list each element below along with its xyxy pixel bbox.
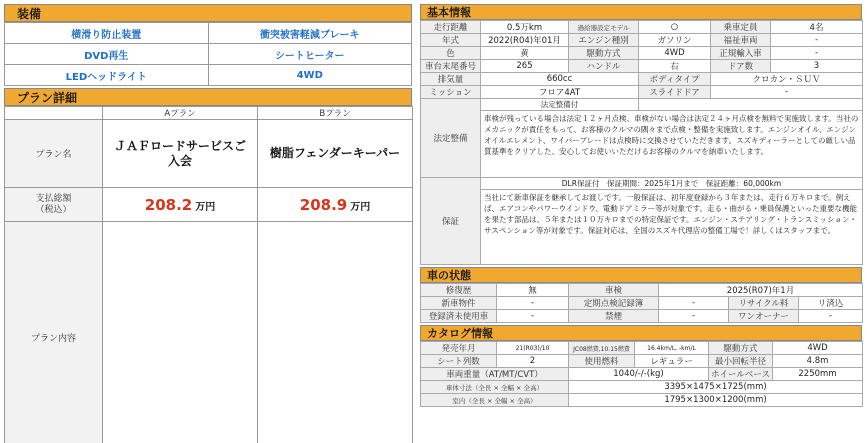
- legal-maintenance-sub: 法定整備付: [481, 99, 639, 111]
- plan-b-price: [258, 188, 413, 222]
- radius-value: 4.8m: [773, 355, 863, 368]
- catalog-table: [420, 341, 863, 407]
- mileage-key: 走行距離: [421, 21, 481, 34]
- plan-a-header: Aプラン: [103, 107, 258, 120]
- unused-value: -: [497, 310, 569, 323]
- interior-size-key: 室内（全長 × 全幅 × 全高）: [421, 394, 569, 407]
- handle-key: ハンドル: [569, 60, 639, 73]
- mileage-value: 0.5万km: [481, 21, 569, 34]
- unused-key: 登録済未使用車: [421, 310, 497, 323]
- equipment-item: 横滑り防止装置: [5, 23, 209, 44]
- right-column: [420, 4, 862, 407]
- mission-value: フロア4AT: [481, 86, 639, 99]
- legal-maintenance-key: 法定整備: [421, 99, 481, 178]
- warranty-sub: DLR保証付 保証期間：2025年1月まで 保証距離：60,000km: [481, 178, 863, 190]
- engine-key: エンジン種別: [569, 34, 639, 47]
- price-label-line2: （税込）: [35, 204, 72, 215]
- radius-key: 最小回転半径: [709, 355, 773, 368]
- recycle-value: リ済込: [799, 297, 863, 310]
- plan-a-name: ＪＡＦロードサービスご入会: [103, 120, 258, 188]
- oneowner-value: -: [799, 310, 863, 323]
- release-value: 21(R03)/10: [497, 342, 569, 355]
- legal-maintenance-text: 車検が残っている場合は法定１２ヶ月点検、車検がない場合は法定２４ヶ月点検を無料で実施致します。当社のメカニックが責任をもって、お客様のクルマの隅々まで点検・整備を実施致します。エンジンオイル、エンジンオイルエレメント、ワイパーブレードは点検時に交換させていただきます。スズキディーラーとしての厳しい品質基準をクリアした、安心してお使いいただけるお客様のクルマを納車いたします。: [481, 111, 863, 178]
- equipment-table: [4, 22, 412, 86]
- body-size-value: 3395×1475×1725(mm): [569, 381, 863, 394]
- body-size-key: 車体寸法（全長 × 全幅 × 全高）: [421, 381, 569, 394]
- displacement-value: 660cc: [481, 73, 639, 86]
- doors-key: ドア数: [711, 60, 771, 73]
- plan-name-label: プラン名: [5, 120, 103, 188]
- fuel-efficiency-key: JC08燃費,10.15燃費: [569, 342, 635, 355]
- catalog-header: カタログ情報: [420, 325, 862, 341]
- capacity-key: 乗車定員: [711, 21, 771, 34]
- drive-key: 駆動方式: [569, 47, 639, 60]
- basic-info-table: [420, 20, 863, 265]
- record-value: -: [659, 297, 729, 310]
- body-type-value: クロカン・ＳＵＶ: [711, 73, 863, 86]
- equipment-item: LEDヘッドライト: [5, 65, 209, 86]
- seats-key: シート列数: [421, 355, 497, 368]
- seats-value: 2: [497, 355, 569, 368]
- equipment-header: 装備: [4, 4, 412, 22]
- plan-b-header: Bプラン: [258, 107, 413, 120]
- condition-header: 車の状態: [420, 267, 862, 283]
- price-label-line1: 支払総額: [35, 193, 72, 204]
- welfare-value: -: [771, 34, 863, 47]
- weight-key: 車両重量（AT/MT/CVT）: [421, 368, 569, 381]
- year-key: 年式: [421, 34, 481, 47]
- import-key: 正規輸入車: [711, 47, 771, 60]
- oneowner-key: ワンオーナー: [729, 310, 799, 323]
- vin-key: 車台末尾番号: [421, 60, 481, 73]
- repair-value: 無: [497, 284, 569, 297]
- fuel-key: 使用燃料: [569, 355, 635, 368]
- slide-door-value: -: [711, 86, 863, 99]
- turbo-value: ○: [639, 21, 711, 34]
- plan-a-price-value: 208.2: [144, 195, 193, 214]
- turbo-key: 過給器設定モデル: [569, 21, 639, 34]
- inspection-key: 車検: [569, 284, 659, 297]
- weight-value: 1040/-/-(kg): [569, 368, 709, 381]
- mission-key: ミッション: [421, 86, 481, 99]
- plan-a-price: [103, 188, 258, 222]
- drive-value: 4WD: [639, 47, 711, 60]
- plan-table: [4, 106, 413, 443]
- catalog-drive-key: 駆動方式: [709, 342, 773, 355]
- plan-a-content: [103, 222, 258, 443]
- wheelbase-key: ホイールベース: [709, 368, 773, 381]
- plan-content-label: プラン内容: [5, 222, 103, 443]
- release-key: 発売年月: [421, 342, 497, 355]
- equipment-item: 衝突被害軽減ブレーキ: [208, 23, 412, 44]
- basic-info-header: 基本情報: [420, 4, 862, 20]
- engine-value: ガソリン: [639, 34, 711, 47]
- catalog-drive-value: 4WD: [773, 342, 863, 355]
- newcar-key: 新車物件: [421, 297, 497, 310]
- plan-b-name: 樹脂フェンダーキーパー: [258, 120, 413, 188]
- vin-value: 265: [481, 60, 569, 73]
- condition-table: [420, 283, 863, 323]
- equipment-item: DVD再生: [5, 44, 209, 65]
- year-value: 2022(R04)年01月: [481, 34, 569, 47]
- recycle-key: リサイクル料: [729, 297, 799, 310]
- handle-value: 右: [639, 60, 711, 73]
- interior-size-value: 1795×1300×1200(mm): [569, 394, 863, 407]
- color-key: 色: [421, 47, 481, 60]
- newcar-value: -: [497, 297, 569, 310]
- body-type-key: ボディタイプ: [639, 73, 711, 86]
- repair-key: 修復歴: [421, 284, 497, 297]
- plan-header: プラン詳細: [4, 88, 412, 106]
- import-value: -: [771, 47, 863, 60]
- inspection-value: 2025(R07)年1月: [659, 284, 863, 297]
- color-value: 黄: [481, 47, 569, 60]
- equipment-item: 4WD: [208, 65, 412, 86]
- doors-value: 3: [771, 60, 863, 73]
- wheelbase-value: 2250mm: [773, 368, 863, 381]
- warranty-key: 保証: [421, 178, 481, 265]
- equipment-item: シートヒーター: [208, 44, 412, 65]
- legal-maintenance-sub-blank: [639, 99, 863, 111]
- fuel-efficiency-value: 16.4km/L, -km/L: [635, 342, 709, 355]
- plan-b-content: [258, 222, 413, 443]
- left-column: [4, 4, 412, 443]
- record-key: 定期点検記録簿: [569, 297, 659, 310]
- slide-door-key: スライドドア: [639, 86, 711, 99]
- nosmoke-value: -: [659, 310, 729, 323]
- fuel-value: レギュラー: [635, 355, 709, 368]
- displacement-key: 排気量: [421, 73, 481, 86]
- warranty-text: 当社にて新車保証を継承してお渡しです。一般保証は、初年度登録から３年または、走行６万キロまで。例えば、エアコンやパワーウインドウ、電動ドアミラー等が対象です。走る・曲がる・乗員保護といった重要な機能を果たす部品は、５年または１０万キロまでの特定保証です。エンジン・ステアリング・トランスミッション・サスペンション等が対象です。保証対応は、全国のスズキ代理店の整備工場で！詳しくはスタッフまで。: [481, 190, 863, 265]
- welfare-key: 福祉車両: [711, 34, 771, 47]
- capacity-value: 4名: [771, 21, 863, 34]
- plan-a-price-unit: 万円: [195, 201, 216, 213]
- nosmoke-key: 禁煙: [569, 310, 659, 323]
- plan-corner: [5, 107, 103, 120]
- plan-b-price-value: 208.9: [299, 195, 348, 214]
- plan-price-label: [5, 188, 103, 222]
- plan-b-price-unit: 万円: [350, 201, 371, 213]
